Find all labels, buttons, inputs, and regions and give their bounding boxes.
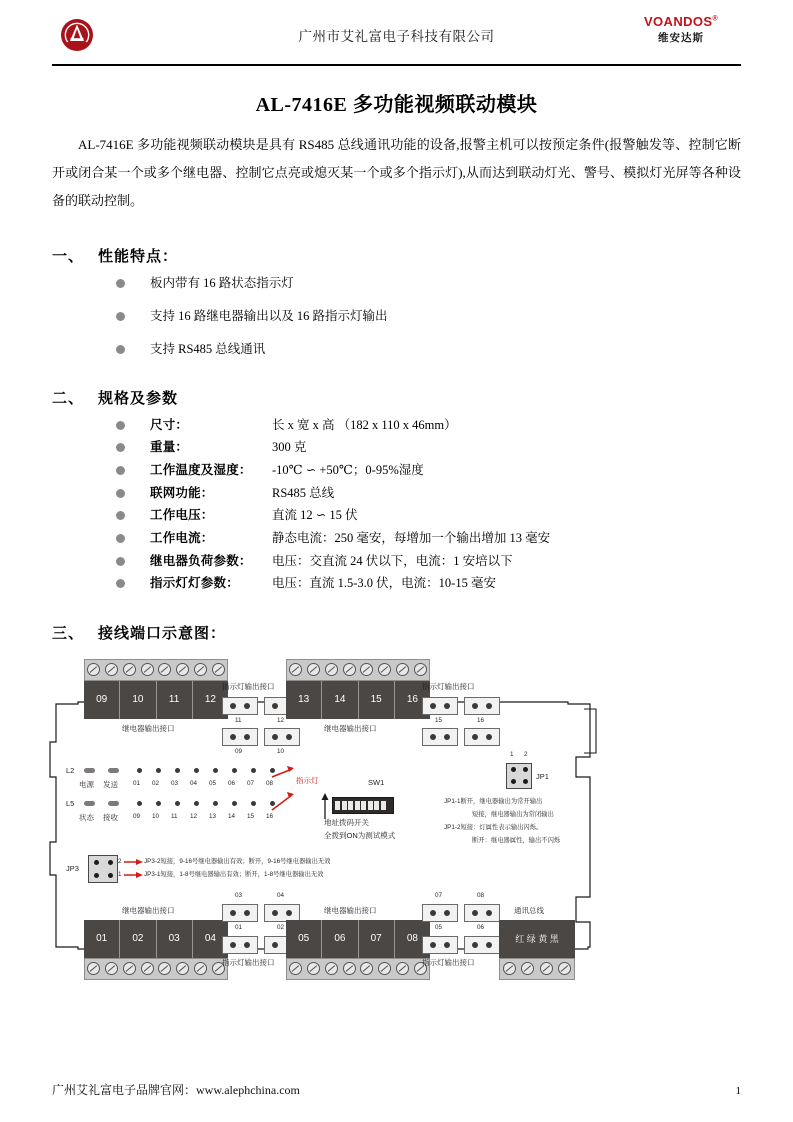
features-list	[52, 276, 741, 357]
list-item	[116, 554, 741, 570]
screw-icon	[123, 663, 136, 676]
screw-icon	[158, 962, 171, 975]
jp1-note: JP1-1断开，继电器输出为常开输出	[444, 797, 543, 805]
relay-terminal: 09	[84, 681, 120, 719]
sw1-name: SW1	[368, 777, 385, 787]
list-item	[116, 531, 741, 547]
relay-port-label: 继电器输出接口	[122, 723, 175, 733]
indicator-led	[194, 768, 199, 773]
relay-terminal: 02	[120, 920, 156, 958]
jp1-note: JP1-2短接：灯属性表示输出闪烁。	[444, 823, 543, 831]
screw-icon	[360, 962, 373, 975]
section-heading-wiring	[52, 622, 741, 643]
aleph-circle-a-logo-icon	[58, 16, 96, 54]
relay-port-bottom-left	[84, 920, 228, 958]
spec-label: 继电器负荷参数：	[150, 553, 252, 568]
list-item	[116, 463, 741, 479]
bullet-icon	[116, 279, 125, 288]
feature-text: 板内带有 16 路状态指示灯	[150, 275, 294, 290]
relay-port-label: 继电器输出接口	[122, 905, 175, 915]
status-led-label: 状态	[79, 812, 94, 822]
relay-terminal: 08	[406, 933, 418, 945]
jp3-jumper[interactable]	[88, 855, 118, 883]
indicator-led	[156, 801, 161, 806]
relay-port-top-right	[286, 681, 430, 719]
led-connector-number: 11	[235, 716, 242, 724]
screw-icon	[141, 663, 154, 676]
bullet-icon	[116, 534, 125, 543]
spec-label: 指示灯灯参数：	[150, 576, 239, 591]
spec-label: 工作电压：	[150, 508, 214, 523]
section-title: 规格及参数	[98, 390, 179, 407]
jp1-pin-label: 2	[524, 750, 528, 758]
led-number: 02	[152, 779, 160, 787]
dip-switch-lever[interactable]	[361, 801, 366, 810]
led-connector-number: 04	[277, 891, 285, 899]
list-item	[116, 418, 741, 434]
receive-led-label: 接收	[103, 812, 118, 822]
led-connector	[222, 904, 258, 922]
led-connector-number: 02	[277, 923, 285, 931]
led-connector-number: 05	[435, 923, 443, 931]
list-item	[116, 440, 741, 456]
screw-icon	[540, 962, 553, 975]
intro-paragraph: AL-7416E 多功能视频联动模块是具有 RS485 总线通讯功能的设备,报警主机可以按预定条件(报警触发等、控制它断开或闭合某一个或多个继电器、控制它点亮或熄灭某一个或多个指示灯),从而达到联动灯光、警号、模拟灯光屏等各种设备的联动控制。	[52, 137, 741, 208]
brand-name-cn: 维安达斯	[658, 33, 704, 44]
bullet-icon	[116, 511, 125, 520]
led-connector-number: 08	[477, 891, 485, 899]
bus-wire-colors: 红 绿 黄 黑	[515, 934, 559, 945]
led-connector	[464, 728, 500, 746]
terminal-screws-bottom-left	[84, 958, 228, 980]
brand-logo	[621, 14, 741, 45]
relay-port-label: 继电器输出接口	[324, 723, 377, 733]
list-item	[116, 486, 741, 502]
jp3-row-number: 2	[118, 857, 122, 865]
screw-icon	[176, 663, 189, 676]
screw-icon	[105, 962, 118, 975]
bullet-icon	[116, 579, 125, 588]
screw-icon	[212, 663, 225, 676]
screw-icon	[307, 663, 320, 676]
terminal-screws-top-right	[286, 659, 430, 681]
led-number: 11	[171, 812, 178, 820]
screw-icon	[87, 962, 100, 975]
screw-icon	[105, 663, 118, 676]
led-connector-number: 01	[235, 923, 243, 931]
sw1-caption-1: 地址拨码开关	[324, 817, 369, 827]
section-number: 三、	[52, 625, 85, 642]
screw-icon	[289, 663, 302, 676]
jp1-note: 短接，继电器输出为常闭输出	[472, 810, 554, 818]
led-port-label: 指示灯输出接口	[422, 681, 475, 691]
indicator-led	[137, 768, 142, 773]
screw-icon	[325, 962, 338, 975]
status-row-tag: L2	[66, 765, 75, 775]
led-connector	[264, 728, 300, 746]
list-item	[116, 276, 741, 291]
power-led-label: 电源	[79, 779, 94, 789]
led-connector	[422, 936, 458, 954]
screw-icon	[521, 962, 534, 975]
spec-value: 静态电流：250 毫安，每增加一个输出增加 13 毫安	[272, 530, 551, 545]
relay-terminal: 13	[286, 681, 322, 719]
spec-value: 电压：直流 1.5-3.0 伏，电流：10-15 毫安	[272, 576, 496, 591]
section-heading-features	[52, 245, 741, 266]
feature-text: 支持 RS485 总线通讯	[150, 341, 266, 356]
indicator-led	[175, 801, 180, 806]
page-number: 1	[735, 1085, 741, 1097]
relay-port-top-left	[84, 681, 228, 719]
indicator-led	[270, 768, 275, 773]
spec-label: 联网功能：	[150, 485, 214, 500]
led-number: 13	[209, 812, 217, 820]
indicator-led	[251, 768, 256, 773]
bullet-icon	[116, 557, 125, 566]
status-led	[84, 801, 95, 807]
sw1-on-label: ON	[334, 792, 341, 798]
led-number: 07	[247, 779, 255, 787]
bullet-icon	[116, 489, 125, 498]
indicator-led	[251, 801, 256, 806]
section-number: 二、	[52, 390, 85, 407]
screw-icon	[396, 663, 409, 676]
bullet-icon	[116, 312, 125, 321]
sw1-dip-switch[interactable]	[332, 797, 394, 814]
led-connector	[464, 697, 500, 715]
led-port-label: 指示灯输出接口	[422, 957, 475, 967]
indicator-led	[137, 801, 142, 806]
led-connector	[422, 728, 458, 746]
spec-value: 300 克	[272, 440, 307, 455]
header-divider	[52, 64, 741, 66]
bullet-icon	[116, 421, 125, 430]
relay-terminal: 11	[157, 681, 193, 719]
jp1-name: JP1	[536, 771, 549, 781]
screw-icon	[87, 663, 100, 676]
bullet-icon	[116, 345, 125, 354]
dip-switch-lever[interactable]	[342, 801, 347, 810]
indicator-led	[156, 768, 161, 773]
screw-icon	[503, 962, 516, 975]
transmit-led	[108, 768, 119, 774]
jp3-name: JP3	[66, 863, 79, 873]
specs-list	[52, 418, 741, 592]
bus-label: 通讯总线	[514, 905, 544, 915]
led-connector	[222, 728, 258, 746]
page-title: AL-7416E 多功能视频联动模块	[255, 94, 538, 116]
led-port-label: 指示灯输出接口	[222, 681, 275, 691]
led-callout-label: 指示灯	[296, 775, 319, 785]
indicator-led	[175, 768, 180, 773]
led-number: 03	[171, 779, 179, 787]
led-number: 15	[247, 812, 255, 820]
receive-led	[108, 801, 119, 807]
page-footer	[52, 1081, 741, 1098]
jp3-row1-note: JP3-1短接，1-8号继电器输出有效；断开，1-8号继电器输出无效	[144, 870, 324, 878]
relay-terminal: 06	[322, 920, 358, 958]
jp3-row-number: 1	[118, 870, 122, 878]
sw1-caption-2: 全拨到ON为测试模式	[324, 830, 396, 840]
spec-value: 电压：交直流 24 伏以下，电流：1 安培以下	[272, 553, 513, 568]
led-connector	[464, 936, 500, 954]
brand-name-en: VOANDOS®	[643, 14, 719, 29]
relay-terminal: 12	[204, 694, 216, 706]
wiring-diagram	[48, 657, 738, 997]
screw-icon	[176, 962, 189, 975]
relay-terminal: 04	[204, 933, 216, 945]
indicator-led	[232, 768, 237, 773]
communication-bus-port	[499, 920, 575, 958]
led-number: 14	[228, 812, 236, 820]
led-connector	[422, 697, 458, 715]
screw-icon	[289, 962, 302, 975]
led-connector-number: 15	[435, 716, 443, 724]
screw-icon	[194, 663, 207, 676]
led-connector	[222, 936, 258, 954]
screw-icon	[414, 663, 427, 676]
section-heading-specs	[52, 387, 741, 408]
relay-port-bottom-right	[286, 920, 430, 958]
indicator-led	[213, 801, 218, 806]
section-number: 一、	[52, 248, 85, 265]
relay-port-label: 继电器输出接口	[324, 905, 377, 915]
relay-terminal: 05	[286, 920, 322, 958]
led-connector	[422, 904, 458, 922]
led-connector-number: 10	[277, 747, 285, 755]
led-number: 06	[228, 779, 236, 787]
section-title: 接线端口示意图：	[98, 625, 227, 642]
relay-terminal: 01	[84, 920, 120, 958]
list-item	[116, 342, 741, 357]
screw-icon	[307, 962, 320, 975]
page-header	[52, 0, 741, 58]
dip-switch-lever[interactable]	[381, 801, 386, 810]
relay-terminal: 15	[359, 681, 395, 719]
screw-icon	[378, 663, 391, 676]
jp1-note: 断开：继电器属性，输出不闪烁	[472, 836, 561, 844]
led-number: 09	[133, 812, 141, 820]
screw-icon	[343, 962, 356, 975]
jp1-pin-label: 1	[510, 750, 514, 758]
led-number: 04	[190, 779, 198, 787]
spec-value: RS485 总线	[272, 485, 335, 500]
list-item	[116, 576, 741, 592]
led-connector-number: 03	[235, 891, 243, 899]
relay-terminal: 03	[157, 920, 193, 958]
led-number: 10	[152, 812, 160, 820]
status-row-tag: L5	[66, 798, 75, 808]
indicator-led	[232, 801, 237, 806]
jp3-row2-note: JP3-2短接，9-16号继电器输出有效；断开，9-16号继电器输出无效	[144, 857, 331, 865]
led-connector-number: 07	[435, 891, 443, 899]
spec-label: 重量：	[150, 440, 189, 455]
spec-label: 尺寸：	[150, 417, 189, 432]
bullet-icon	[116, 466, 125, 475]
indicator-led	[194, 801, 199, 806]
led-connector-number: 16	[477, 716, 485, 724]
led-number: 16	[266, 812, 274, 820]
bullet-icon	[116, 443, 125, 452]
indicator-led	[270, 801, 275, 806]
dip-switch-lever[interactable]	[348, 801, 353, 810]
led-number: 12	[190, 812, 198, 820]
dip-switch-lever[interactable]	[374, 801, 379, 810]
screw-icon	[378, 962, 391, 975]
list-item	[116, 309, 741, 324]
screw-icon	[123, 962, 136, 975]
spec-value: 长 x 宽 x 高 （182 x 110 x 46mm）	[272, 417, 457, 432]
indicator-led	[213, 768, 218, 773]
dip-switch-lever[interactable]	[368, 801, 373, 810]
screw-icon	[343, 663, 356, 676]
spec-label: 工作电流：	[150, 530, 214, 545]
led-port-label: 指示灯输出接口	[222, 957, 275, 967]
screw-icon	[325, 663, 338, 676]
screw-icon	[141, 962, 154, 975]
screw-icon	[158, 663, 171, 676]
section-title: 性能特点：	[98, 248, 179, 265]
power-led	[84, 768, 95, 774]
jp1-jumper[interactable]	[506, 763, 532, 789]
list-item	[116, 508, 741, 524]
led-connector-number: 06	[477, 923, 485, 931]
spec-value: 直流 12 ∽ 15 伏	[272, 508, 358, 523]
led-number: 01	[133, 779, 141, 787]
header-company-name: 广州市艾礼富电子科技有限公司	[298, 29, 495, 44]
feature-text: 支持 16 路继电器输出以及 16 路指示灯输出	[150, 308, 388, 323]
screw-icon	[360, 663, 373, 676]
diagram-overlay	[48, 657, 738, 997]
relay-terminal: 07	[359, 920, 395, 958]
led-number: 05	[209, 779, 217, 787]
led-connector-number: 12	[277, 716, 285, 724]
relay-terminal: 16	[406, 694, 418, 706]
dip-switch-lever[interactable]	[355, 801, 360, 810]
screw-icon	[558, 962, 571, 975]
led-number: 08	[266, 779, 274, 787]
relay-terminal: 14	[322, 681, 358, 719]
spec-label: 工作温度及湿度：	[150, 463, 252, 478]
terminal-screws-top-left	[84, 659, 228, 681]
terminal-screws-bottom-right	[286, 958, 430, 980]
terminal-screws-bus	[499, 958, 575, 980]
screw-icon	[194, 962, 207, 975]
led-connector	[222, 697, 258, 715]
dip-direction-arrow-icon	[320, 793, 330, 819]
footer-website: 广州艾礼富电子品牌官网：www.alephchina.com	[52, 1083, 300, 1097]
transmit-led-label: 发送	[103, 779, 118, 789]
led-connector	[464, 904, 500, 922]
screw-icon	[396, 962, 409, 975]
dip-switch-lever[interactable]	[335, 801, 340, 810]
led-connector-number: 09	[235, 747, 243, 755]
spec-value: -10℃ ∽ +50℃；0-95%湿度	[272, 463, 424, 478]
relay-terminal: 10	[120, 681, 156, 719]
